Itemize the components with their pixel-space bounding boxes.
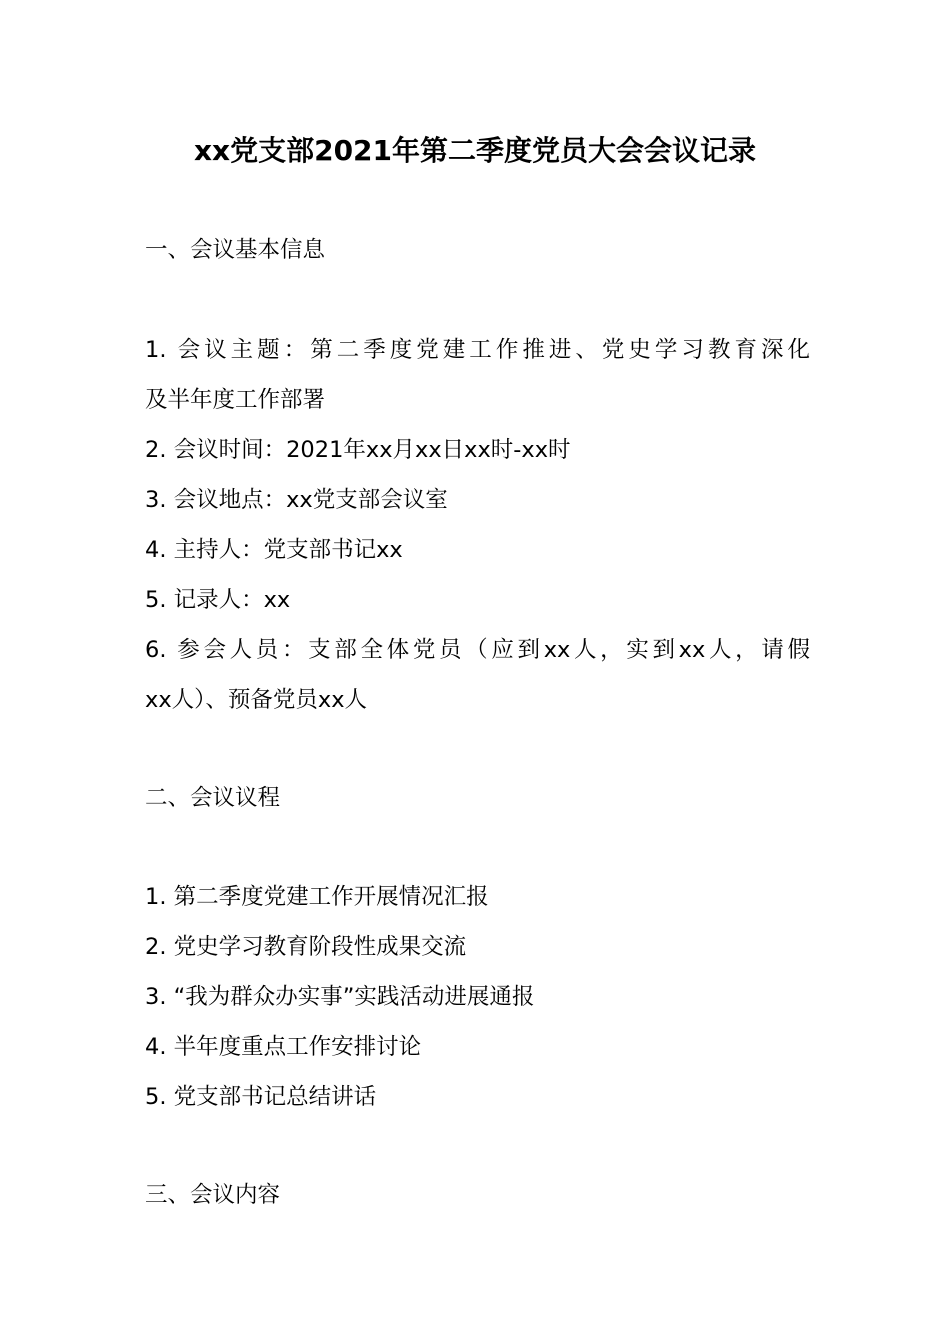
section-heading-content: 三、会议内容 bbox=[145, 1182, 281, 1208]
section-heading-basic-info: 一、会议基本信息 bbox=[145, 237, 326, 263]
document-title: xx党支部2021年第二季度党员大会会议记录 bbox=[193, 134, 757, 167]
list-item-time: 2. 会议时间：2021年xx月xx日xx时-xx时 bbox=[145, 437, 571, 463]
list-item-topic-line2: 及半年度工作部署 bbox=[145, 387, 326, 413]
section-heading-agenda: 二、会议议程 bbox=[145, 785, 281, 811]
list-item-recorder: 5. 记录人：xx bbox=[145, 587, 291, 613]
agenda-item: 2. 党史学习教育阶段性成果交流 bbox=[145, 934, 467, 960]
agenda-item: 4. 半年度重点工作安排讨论 bbox=[145, 1034, 422, 1060]
agenda-item: 3. “我为群众办实事”实践活动进展通报 bbox=[145, 984, 535, 1010]
list-item-attendees-line1: 6. 参会人员：支部全体党员（应到xx人，实到xx人，请假 bbox=[145, 637, 810, 663]
basic-info-list bbox=[145, 325, 810, 725]
agenda-item: 1. 第二季度党建工作开展情况汇报 bbox=[145, 884, 489, 910]
list-item-location: 3. 会议地点：xx党支部会议室 bbox=[145, 487, 448, 513]
list-item-topic-line1: 1. 会议主题：第二季度党建工作推进、党史学习教育深化 bbox=[145, 337, 810, 363]
list-item-host: 4. 主持人：党支部书记xx bbox=[145, 537, 403, 563]
agenda-list bbox=[145, 872, 810, 1122]
agenda-item: 5. 党支部书记总结讲话 bbox=[145, 1084, 377, 1110]
list-item-attendees-line2: xx人）、预备党员xx人 bbox=[145, 687, 368, 713]
